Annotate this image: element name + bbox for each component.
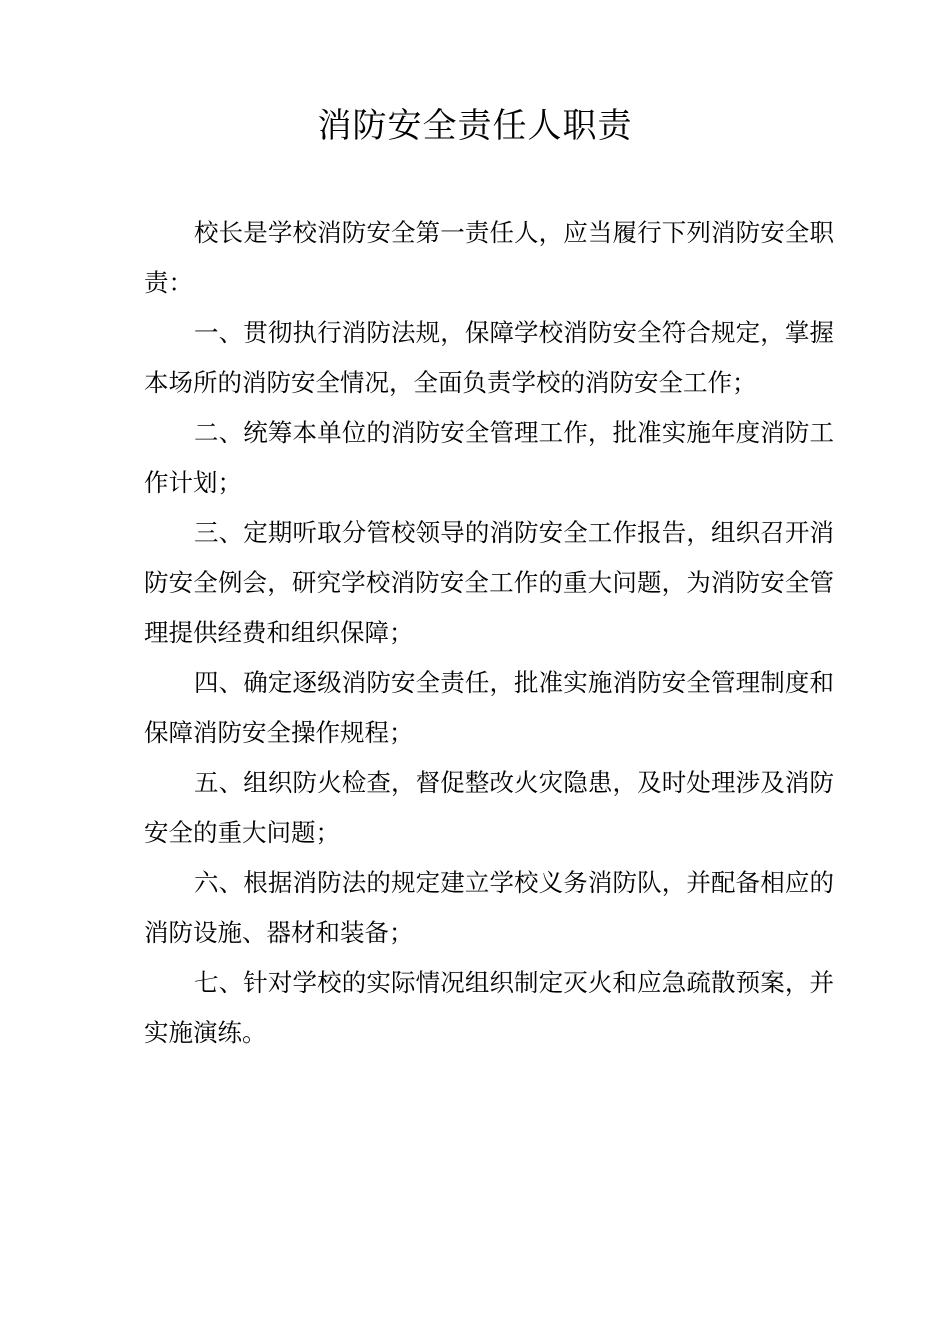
duty-item-1: 一、贯彻执行消防法规，保障学校消防安全符合规定，掌握本场所的消防安全情况，全面负责学校的消防安全工作； — [144, 318, 834, 397]
document-body — [144, 208, 834, 1058]
duty-item-5: 五、组织防火检查，督促整改火灾隐患，及时处理涉及消防安全的重大问题； — [144, 768, 834, 847]
intro-paragraph: 校长是学校消防安全第一责任人，应当履行下列消防安全职责： — [144, 218, 834, 297]
duty-item-2: 二、统筹本单位的消防安全管理工作，批准实施年度消防工作计划； — [144, 418, 834, 497]
duty-item-7: 七、针对学校的实际情况组织制定灭火和应急疏散预案，并实施演练。 — [144, 968, 834, 1047]
duty-item-6: 六、根据消防法的规定建立学校义务消防队，并配备相应的消防设施、器材和装备； — [144, 868, 834, 947]
duty-item-3: 三、定期听取分管校领导的消防安全工作报告，组织召开消防安全例会，研究学校消防安全工作的重大问题，为消防安全管理提供经费和组织保障； — [144, 518, 834, 647]
duty-item-4: 四、确定逐级消防安全责任，批准实施消防安全管理制度和保障消防安全操作规程； — [144, 668, 834, 747]
document-title: 消防安全责任人职责 — [317, 106, 633, 146]
